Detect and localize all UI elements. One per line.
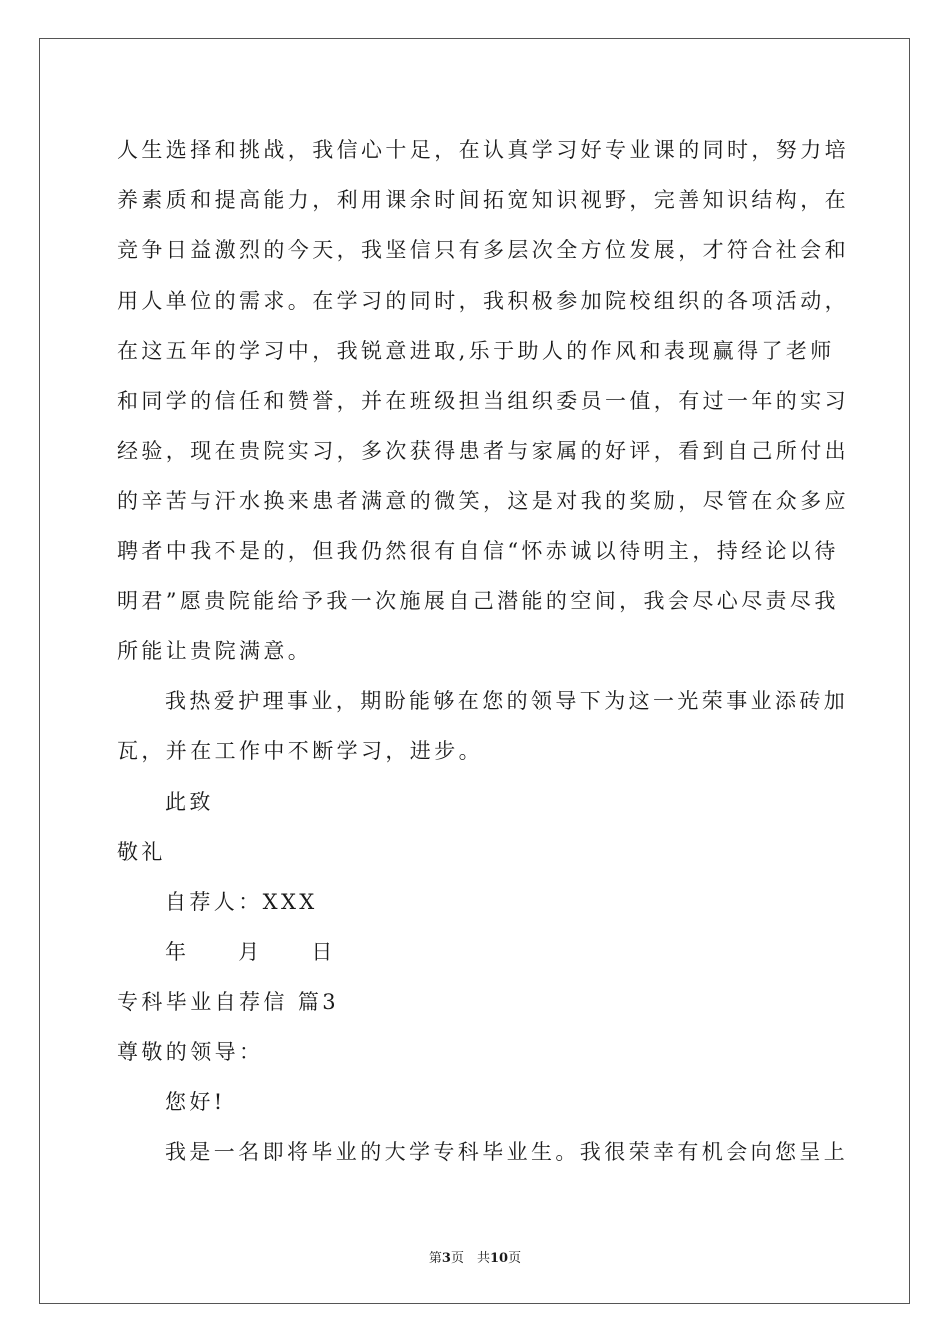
body-line: 竞争日益激烈的今天，我坚信只有多层次全方位发展，才符合社会和 [117,238,849,262]
closing-salutation: 此致 [165,790,214,814]
total-page-number: 10 [489,1251,509,1266]
body-line: 瓦，并在工作中不断学习，进步。 [117,739,483,763]
footer-suffix: 页 [508,1251,522,1266]
signature-line: 自荐人：XXX [165,890,318,914]
date-line: 年 月 日 [165,940,336,964]
footer-mid: 页 共 [450,1251,490,1266]
body-line: 在这五年的学习中，我锐意进取,乐于助人的作风和表现赢得了老师 [117,339,835,363]
body-line: 我是一名即将毕业的大学专科毕业生。我很荣幸有机会向您呈上 [165,1140,849,1164]
body-line: 养素质和提高能力，利用课余时间拓宽知识视野，完善知识结构，在 [117,188,849,212]
closing-respect: 敬礼 [117,840,166,864]
body-line: 人生选择和挑战，我信心十足，在认真学习好专业课的同时，努力培 [117,138,849,162]
page-number-footer [0,1251,950,1267]
current-page-number: 3 [441,1251,451,1266]
section-heading: 专科毕业自荐信 篇3 [117,990,340,1014]
greeting-line: 您好! [165,1090,226,1114]
body-line: 的辛苦与汗水换来患者满意的微笑，这是对我的奖励，尽管在众多应 [117,489,849,513]
body-line: 所能让贵院满意。 [117,639,313,663]
body-line: 和同学的信任和赞誉，并在班级担当组织委员一值，有过一年的实习 [117,389,849,413]
body-line: 我热爱护理事业，期盼能够在您的领导下为这一光荣事业添砖加 [165,689,849,713]
body-line: 经验，现在贵院实习，多次获得患者与家属的好评，看到自己所付出 [117,439,849,463]
footer-prefix: 第 [428,1251,442,1266]
greeting-line: 尊敬的领导： [117,1040,264,1064]
body-line: 聘者中我不是的，但我仍然很有自信“怀赤诚以待明主，持经论以待 [117,539,839,563]
body-line: 明君”愿贵院能给予我一次施展自己潜能的空间，我会尽心尽责尽我 [117,589,839,613]
body-line: 用人单位的需求。在学习的同时，我积极参加院校组织的各项活动， [117,289,849,313]
